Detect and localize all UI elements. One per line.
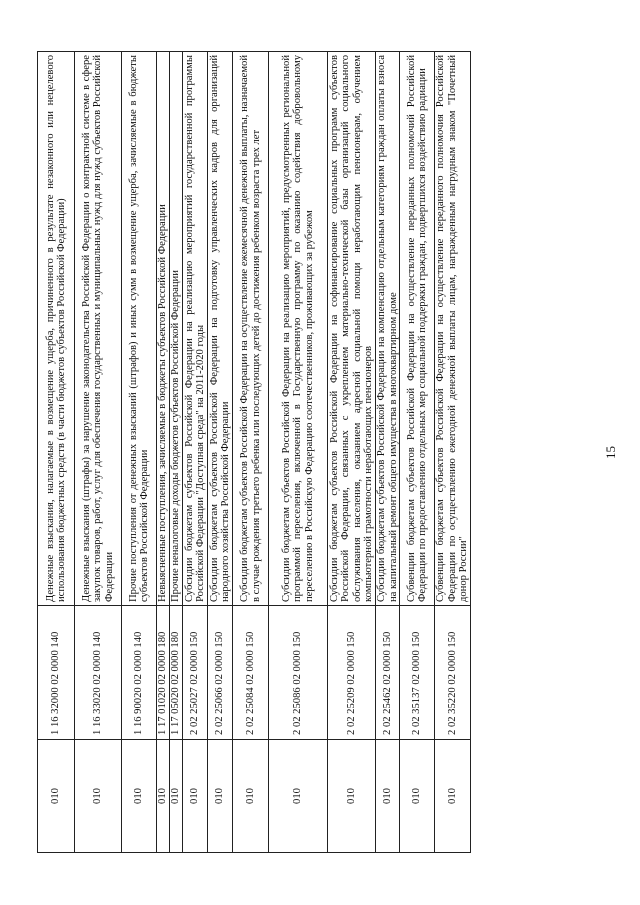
budget-code-cell: 2 02 35137 02 0000 150 xyxy=(400,606,435,740)
budget-code-cell: 1 17 01020 02 0000 180 xyxy=(157,606,170,740)
budget-code-cell: 2 02 35220 02 0000 150 xyxy=(435,606,471,740)
revenue-name-cell: Субсидии бюджетам субъектов Российской Федерации на реализацию мероприятий государственной программы Российской Федерации "Доступная среда" на 2011-2020 годы xyxy=(183,52,208,606)
admin-code-cell: 010 xyxy=(122,740,157,853)
budget-code-cell: 2 02 25027 02 0000 150 xyxy=(183,606,208,740)
budget-code-cell: 2 02 25066 02 0000 150 xyxy=(208,606,233,740)
table-row xyxy=(75,52,122,853)
table-row xyxy=(400,52,435,853)
table-row xyxy=(208,52,233,853)
admin-code-cell: 010 xyxy=(38,740,75,853)
budget-code-cell: 1 16 33020 02 0000 140 xyxy=(75,606,122,740)
revenue-name-cell: Субвенции бюджетам субъектов Российской Федерации на осуществление переданных полномочий Российской Федерации по предоставлению отдельных мер социальной поддержки граждан, подвергшихся воздействию радиации xyxy=(400,52,435,606)
table-row xyxy=(122,52,157,853)
budget-code-cell: 1 17 05020 02 0000 180 xyxy=(170,606,183,740)
revenue-name-cell: Субсидии бюджетам субъектов Российской Федерации на осуществление ежемесячной денежной выплаты, назначаемой в случае рождения третьего ребенка или последующих детей до достижения ребенком возраста трех лет xyxy=(233,52,269,606)
table-row xyxy=(38,52,75,853)
budget-code-cell: 2 02 25209 02 0000 150 xyxy=(328,606,376,740)
admin-code-cell: 010 xyxy=(435,740,471,853)
admin-code-cell: 010 xyxy=(376,740,400,853)
table-row xyxy=(183,52,208,853)
table-row xyxy=(157,52,170,853)
revenue-name-cell: Невыясненные поступления, зачисляемые в бюджеты субъектов Российской Федерации xyxy=(157,52,170,606)
admin-code-cell: 010 xyxy=(157,740,170,853)
admin-code-cell: 010 xyxy=(75,740,122,853)
admin-code-cell: 010 xyxy=(170,740,183,853)
table-row xyxy=(328,52,376,853)
budget-code-cell: 2 02 25462 02 0000 150 xyxy=(376,606,400,740)
admin-code-cell: 010 xyxy=(183,740,208,853)
table-body xyxy=(38,52,471,853)
revenue-codes-table xyxy=(37,51,471,853)
revenue-name-cell: Прочие неналоговые доходы бюджетов субъектов Российской Федерации xyxy=(170,52,183,606)
table-row xyxy=(170,52,183,853)
revenue-name-cell: Субсидии бюджетам субъектов Российской Федерации на реализацию мероприятий, предусмотренных региональной программой переселения, включенной в Государственную программу по оказанию содействия добровольному переселению в Российскую Федерацию соотечественников, проживающих за рубежом xyxy=(269,52,328,606)
revenue-name-cell: Субвенции бюджетам субъектов Российской Федерации на осуществление переданного полномочия Российской Федерации по осуществлению ежегодной денежной выплаты лицам, награжденным нагрудным знаком "Почетный донор России" xyxy=(435,52,471,606)
page-number: 15 xyxy=(603,446,618,459)
revenue-name-cell: Субсидии бюджетам субъектов Российской Федерации на софинансирование социальных программ субъектов Российской Федерации, связанных с укреплением материально-технической базы организаций социального обслуживания населения, оказанием адресной социальной помощи неработающим пенсионерам, обучением компьютерной грамотности неработающих пенсионеров xyxy=(328,52,376,606)
revenue-name-cell: Денежные взыскания, налагаемые в возмещение ущерба, причиненного в результате незаконного или нецелевого использования бюджетных средств (в части бюджетов субъектов Российской Федерации) xyxy=(38,52,75,606)
budget-code-cell: 1 16 90020 02 0000 140 xyxy=(122,606,157,740)
admin-code-cell: 010 xyxy=(328,740,376,853)
revenue-name-cell: Прочие поступления от денежных взысканий (штрафов) и иных сумм в возмещение ущерба, зачисляемые в бюджеты субъектов Российской Федерации xyxy=(122,52,157,606)
table-row xyxy=(376,52,400,853)
revenue-name-cell: Субсидии бюджетам субъектов Российской Федерации на подготовку управленческих кадров для организаций народного хозяйства Российской Федерации xyxy=(208,52,233,606)
budget-code-cell: 1 16 32000 02 0000 140 xyxy=(38,606,75,740)
table-row xyxy=(269,52,328,853)
admin-code-cell: 010 xyxy=(233,740,269,853)
admin-code-cell: 010 xyxy=(400,740,435,853)
admin-code-cell: 010 xyxy=(208,740,233,853)
revenue-name-cell: Субсидии бюджетам субъектов Российской Федерации на компенсацию отдельным категориям граждан оплаты взноса на капитальный ремонт общего имущества в многоквартирном доме xyxy=(376,52,400,606)
budget-code-cell: 2 02 25086 02 0000 150 xyxy=(269,606,328,740)
table-row xyxy=(233,52,269,853)
table-row xyxy=(435,52,471,853)
revenue-name-cell: Денежные взыскания (штрафы) за нарушение законодательства Российской Федерации о контрактной системе в сфере закупок товаров, работ, услуг для обеспечения государственных и муниципальных нужд для нужд субъектов Российской Федерации xyxy=(75,52,122,606)
budget-code-cell: 2 02 25084 02 0000 150 xyxy=(233,606,269,740)
admin-code-cell: 010 xyxy=(269,740,328,853)
